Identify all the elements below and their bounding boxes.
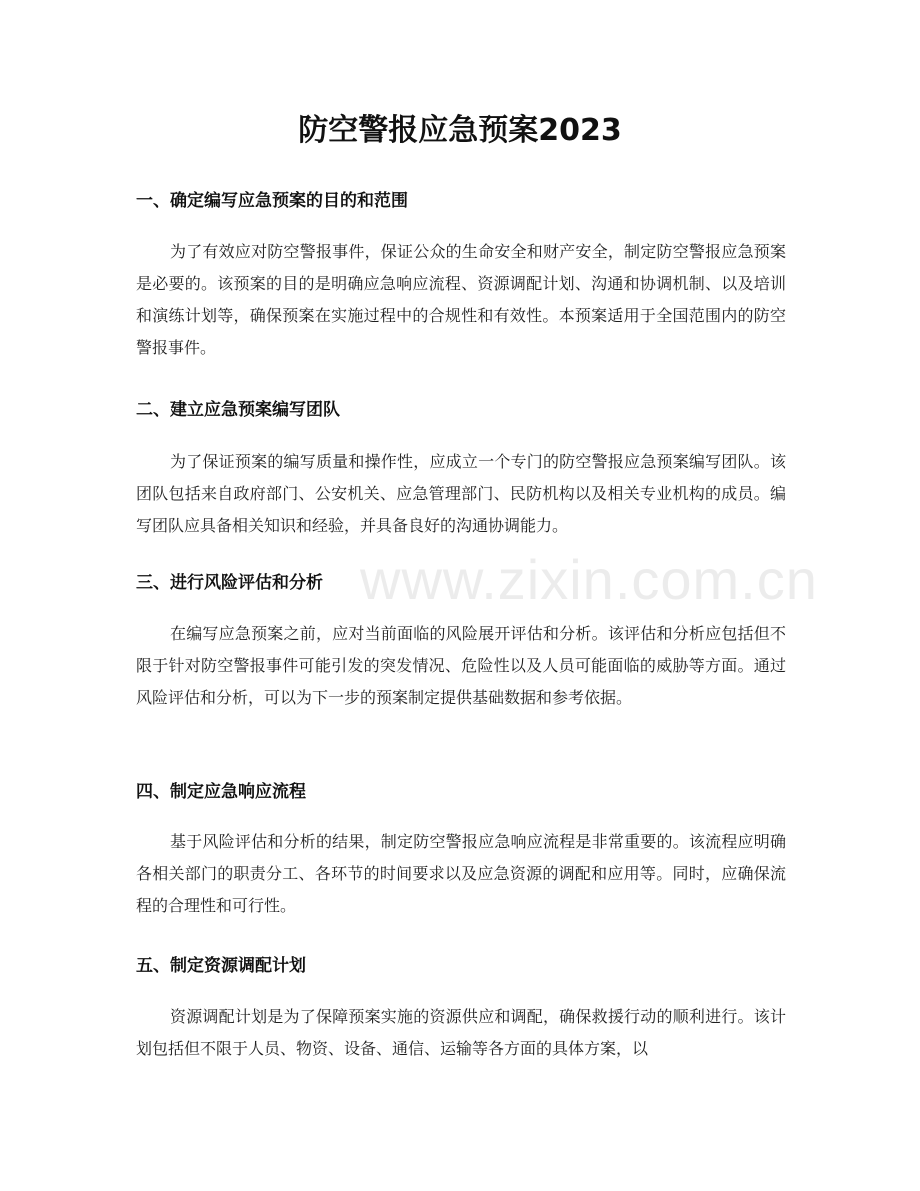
section-paragraph-2: 为了保证预案的编写质量和操作性，应成立一个专门的防空警报应急预案编写团队。该团队包括来自政府部门、公安机关、应急管理部门、民防机构以及相关专业机构的成员。编写团队应具备相关知识和经验，并具备良好的沟通协调能力。 [136, 452, 786, 535]
section-heading-5: 五、制定资源调配计划 [136, 956, 306, 976]
section-paragraph-1: 为了有效应对防空警报事件，保证公众的生命安全和财产安全，制定防空警报应急预案是必要的。该预案的目的是明确应急响应流程、资源调配计划、沟通和协调机制、以及培训和演练计划等，确保预案在实施过程中的合规性和有效性。本预案适用于全国范围内的防空警报事件。 [136, 242, 786, 357]
section-paragraph-5: 资源调配计划是为了保障预案实施的资源供应和调配，确保救援行动的顺利进行。该计划包括但不限于人员、物资、设备、通信、运输等各方面的具体方案，以 [136, 1007, 786, 1058]
section-paragraph-3: 在编写应急预案之前，应对当前面临的风险展开评估和分析。该评估和分析应包括但不限于针对防空警报事件可能引发的突发情况、危险性以及人员可能面临的威胁等方面。通过风险评估和分析，可以为下一步的预案制定提供基础数据和参考依据。 [136, 624, 786, 707]
watermark-text: www.zixin.com.cn [360, 548, 818, 611]
section-heading-4: 四、制定应急响应流程 [136, 782, 306, 802]
section-heading-2: 二、建立应急预案编写团队 [136, 400, 340, 420]
section-heading-1: 一、确定编写应急预案的目的和范围 [136, 191, 408, 211]
document-title: 防空警报应急预案2023 [298, 113, 622, 148]
section-paragraph-4: 基于风险评估和分析的结果，制定防空警报应急响应流程是非常重要的。该流程应明确各相关部门的职责分工、各环节的时间要求以及应急资源的调配和应用等。同时，应确保流程的合理性和可行性。 [136, 832, 786, 915]
section-heading-3: 三、进行风险评估和分析 [136, 573, 323, 593]
